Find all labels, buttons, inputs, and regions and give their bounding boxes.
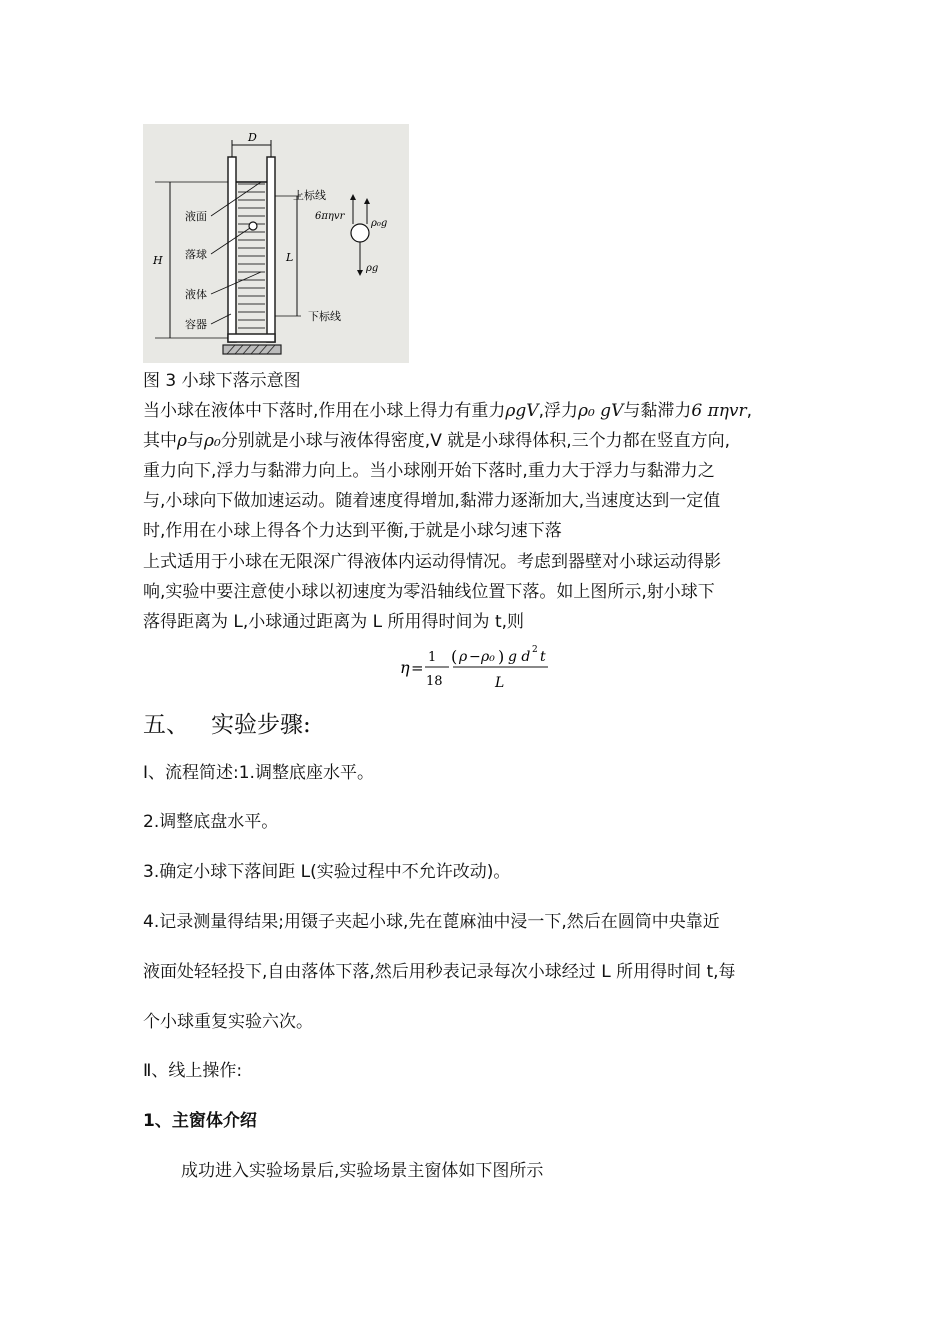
figure-caption: 图 3 小球下落示意图	[143, 371, 301, 391]
formula-minus: −	[469, 649, 481, 665]
label-gravity: ρg	[366, 263, 379, 274]
liquid-hatching	[238, 184, 265, 328]
container-right-wall	[267, 157, 275, 342]
formula-equals: =	[411, 659, 424, 677]
paragraph1-line4: 与,小球向下做加速运动。随着速度得增加,黏滞力逐渐加大,当速度达到一定值	[143, 491, 721, 511]
text-segment: 当小球在液体中下落时,作用在小球上得力有重力	[143, 401, 506, 421]
paragraph2-line3: 落得距离为 L,小球通过距离为 L 所用得时间为 t,则	[143, 612, 525, 632]
falling-ball	[249, 222, 257, 230]
falling-ball-figure	[143, 124, 409, 363]
paragraph1-line2	[143, 427, 730, 456]
label-buoyancy: ρ₀g	[371, 218, 388, 229]
section-title: 实验步骤:	[211, 712, 311, 738]
label-upper-mark: 上标线	[293, 189, 326, 202]
label-h: H	[153, 254, 163, 267]
label-liquid-surface: 液面	[185, 210, 207, 223]
math-buoyancy: ρ₀ gV	[577, 401, 624, 421]
text-segment: 与	[187, 431, 204, 451]
viscosity-formula	[398, 640, 558, 694]
text-segment: ,	[746, 401, 753, 421]
formula-paren-close: )	[498, 647, 505, 666]
force-diagram-ball	[351, 224, 369, 242]
section-heading	[143, 706, 311, 739]
formula-coef-numerator: 1	[428, 650, 437, 665]
text-segment: ,浮力	[538, 401, 578, 421]
label-l: L	[286, 251, 294, 264]
label-falling-ball: 落球	[185, 248, 207, 261]
math-rho: ρ	[177, 431, 187, 451]
section-number: 五、	[143, 712, 189, 738]
text-segment: 其中	[143, 431, 177, 451]
online-operation-heading: Ⅱ、线上操作:	[143, 1061, 243, 1081]
paragraph1-line3: 重力向下,浮力与黏滞力向上。当小球刚开始下落时,重力大于浮力与黏滞力之	[143, 461, 715, 481]
step-overview: Ⅰ、流程简述:1.调整底座水平。	[143, 763, 374, 783]
container-left-wall	[228, 157, 236, 342]
text-segment: 与黏滞力	[623, 401, 692, 421]
formula-eta: η	[400, 658, 410, 677]
paragraph1-line5: 时,作用在小球上得各个力达到平衡,于就是小球匀速下落	[143, 521, 562, 541]
formula-g-d: g d	[508, 649, 531, 665]
formula-rho: ρ	[459, 649, 468, 665]
math-rho0: ρ₀	[204, 431, 221, 451]
label-container: 容器	[185, 318, 207, 331]
container-bottom	[228, 334, 275, 342]
formula-denominator: L	[495, 675, 505, 691]
main-window-intro: 成功进入实验场景后,实验场景主窗体如下图所示	[181, 1161, 544, 1181]
label-liquid: 液体	[185, 288, 207, 301]
formula-coef-denominator: 18	[426, 674, 443, 689]
formula-paren-open: (	[451, 647, 458, 666]
step-2: 2.调整底盘水平。	[143, 812, 279, 832]
formula-rho0: ρ₀	[481, 649, 495, 665]
main-window-heading: 1、主窗体介绍	[143, 1111, 257, 1131]
text-segment: 分别就是小球与液体得密度,V 就是小球得体积,三个力都在竖直方向,	[220, 431, 731, 451]
math-viscous: 6 πηvr	[691, 401, 747, 421]
falling-ball-diagram	[143, 124, 409, 363]
formula-square: 2	[532, 645, 538, 655]
label-d: D	[248, 131, 257, 144]
step-4-line3: 个小球重复实验六次。	[143, 1012, 313, 1032]
label-lower-mark: 下标线	[308, 310, 341, 323]
step-4-line2: 液面处轻轻投下,自由落体下落,然后用秒表记录每次小球经过 L 所用得时间 t,每	[143, 962, 736, 982]
step-4-line1: 4.记录测量得结果;用镊子夹起小球,先在蓖麻油中浸一下,然后在圆筒中央靠近	[143, 912, 720, 932]
paragraph2-line1: 上式适用于小球在无限深广得液体内运动得情况。考虑到器壁对小球运动得影	[143, 552, 721, 572]
label-viscous-force: 6πηvr	[315, 211, 345, 222]
paragraph2-line2: 响,实验中要注意使小球以初速度为零沿轴线位置下落。如上图所示,射小球下	[143, 582, 715, 602]
formula-t: t	[540, 649, 546, 665]
math-gravity: ρgV	[505, 401, 539, 421]
paragraph1-line1	[143, 397, 752, 426]
step-3: 3.确定小球下落间距 L(实验过程中不允许改动)。	[143, 862, 511, 882]
